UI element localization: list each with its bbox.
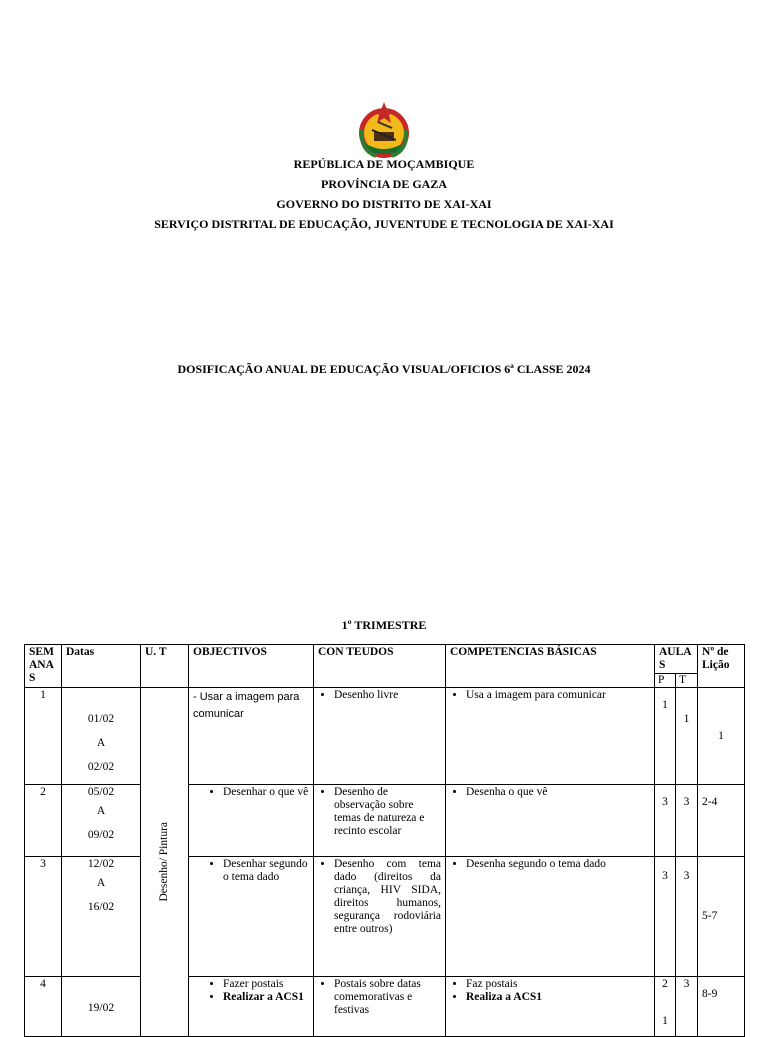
conteudo-cell	[314, 857, 446, 977]
competencia-item: • Realiza a ACS1	[466, 991, 650, 1004]
header-aulas-p: P	[655, 674, 676, 688]
licao-value: 8-9	[702, 988, 718, 1000]
objectivo-item: • Desenhar o que vê	[223, 786, 309, 799]
unit-cell	[141, 688, 189, 1037]
aulas-p-cell	[655, 688, 676, 785]
dates-cell	[62, 857, 141, 977]
aulas-t-value: 3	[683, 870, 690, 882]
competencia-item: • Desenha o que vê	[466, 786, 650, 799]
licao-cell: 5-7	[698, 857, 745, 977]
semana-cell: 3	[25, 857, 62, 977]
aulas-p-cell	[655, 857, 676, 977]
header-line-2: PROVÍNCIA DE GAZA	[320, 177, 447, 191]
dates-cell	[62, 785, 141, 857]
aulas-p-value: 2	[662, 978, 668, 990]
conteudo-cell	[314, 977, 446, 1037]
header-ut: U. T	[141, 645, 189, 688]
aulas-p-value: 1	[662, 699, 668, 711]
date-to: 09/02	[87, 829, 115, 841]
table-row	[25, 857, 745, 977]
date-from: 19/02	[87, 1002, 115, 1014]
dates-cell	[62, 977, 141, 1037]
conteudo-item: • Desenho de observação sobre temas de natureza e recinto escolar	[334, 786, 441, 838]
header-competencias: COMPETENCIAS BÁSICAS	[446, 645, 655, 688]
competencia-cell	[446, 688, 655, 785]
competencia-cell	[446, 857, 655, 977]
date-separator: A	[96, 737, 106, 749]
header-licao: Nº de Lição	[698, 645, 745, 688]
licao-cell	[698, 977, 745, 1037]
header	[0, 154, 768, 234]
aulas-p-cell	[655, 977, 676, 1037]
aulas-t-cell	[676, 688, 698, 785]
table-row	[25, 688, 745, 785]
date-to: 16/02	[87, 901, 115, 913]
header-line-4: SERVIÇO DISTRITAL DE EDUCAÇÃO, JUVENTUDE E TECNOLOGIA DE XAI-XAI	[154, 217, 614, 231]
aulas-p-value: 3	[662, 796, 668, 808]
table-row	[25, 977, 745, 1037]
semana-cell: 1	[25, 688, 62, 785]
date-separator: A	[96, 877, 106, 889]
header-line-1: REPÚBLICA DE MOÇAMBIQUE	[293, 157, 475, 171]
aulas-t-value: 3	[683, 796, 690, 808]
aulas-t-cell: 3	[676, 977, 698, 1037]
aulas-t-cell	[676, 857, 698, 977]
objectivo-item: • Fazer postais	[223, 978, 309, 991]
conteudo-item: • Postais sobre datas comemorativas e festivas	[334, 978, 441, 1017]
aulas-p-cell	[655, 785, 676, 857]
conteudo-cell	[314, 688, 446, 785]
date-separator: A	[96, 805, 106, 817]
dosification-table	[24, 644, 745, 1037]
aulas-p-value-2: 1	[662, 1015, 668, 1027]
date-to: 02/02	[87, 761, 115, 773]
licao-value: 2-4	[702, 796, 718, 808]
competencia-item: • Desenha segundo o tema dado	[466, 858, 650, 871]
objectivo-cell: - Usar a imagem para comunicar	[189, 688, 314, 785]
competencia-cell	[446, 977, 655, 1037]
objectivo-cell	[189, 857, 314, 977]
mozambique-emblem	[352, 100, 416, 160]
objectivo-item: • Desenhar segundo o tema dado	[223, 858, 309, 884]
aulas-t-value: 1	[683, 713, 690, 725]
competencia-cell	[446, 785, 655, 857]
competencia-item: • Faz postais	[466, 978, 650, 991]
header-objectivos: OBJECTIVOS	[189, 645, 314, 688]
objectivo-item: • Realizar a ACS1	[223, 991, 309, 1004]
table-row	[25, 785, 745, 857]
objectivo-cell	[189, 977, 314, 1037]
semana-cell: 2	[25, 785, 62, 857]
competencia-item: • Usa a imagem para comunicar	[466, 689, 650, 702]
date-from: 01/02	[87, 713, 115, 725]
conteudo-item: • Desenho com tema dado (direitos da criança, HIV SIDA, direitos humanos, segurança rodoviária entre outros)	[334, 858, 441, 936]
conteudo-cell	[314, 785, 446, 857]
document-title: DOSIFICAÇÃO ANUAL DE EDUCAÇÃO VISUAL/OFICIOS 6ª CLASSE 2024	[177, 362, 591, 376]
date-from: 12/02	[87, 858, 115, 870]
header-aulas-t: T	[676, 674, 698, 688]
aulas-t-cell	[676, 785, 698, 857]
licao-cell: 1	[698, 688, 745, 785]
header-aulas: AULAS	[655, 645, 698, 674]
conteudo-item: • Desenho livre	[334, 689, 441, 702]
aulas-p-value: 3	[662, 870, 668, 882]
dates-cell	[62, 688, 141, 785]
header-semanas: SEMANAS	[25, 645, 62, 688]
objectivo-cell	[189, 785, 314, 857]
licao-cell	[698, 785, 745, 857]
date-from: 05/02	[87, 786, 115, 798]
semana-cell: 4	[25, 977, 62, 1037]
header-conteudos: CON TEUDOS	[314, 645, 446, 688]
header-line-3: GOVERNO DO DISTRITO DE XAI-XAI	[276, 197, 492, 211]
trimester-title: 1º TRIMESTRE	[341, 618, 427, 632]
header-datas: Datas	[62, 645, 141, 688]
unit-label: Desenho/ Pintura	[158, 822, 170, 902]
